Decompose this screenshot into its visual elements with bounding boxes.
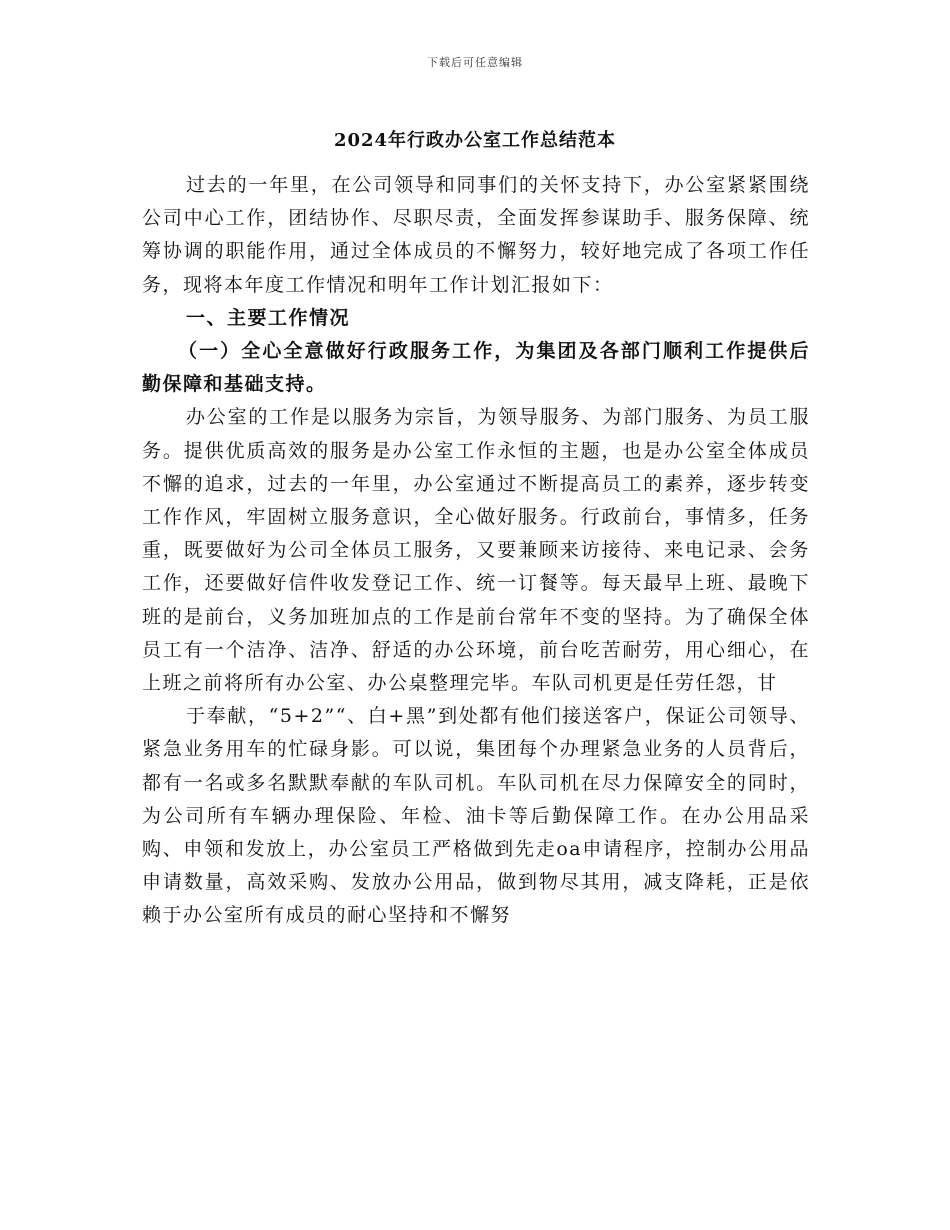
intro-paragraph: 过去的一年里，在公司领导和同事们的关怀支持下，办公室紧紧围绕公司中心工作，团结协作、尽职尽责，全面发挥参谋助手、服务保障、统筹协调的职能作用，通过全体成员的不懈努力，较好地完成了各项工作任务，现将本年度工作情况和明年工作计划汇报如下： — [142, 174, 810, 296]
body-paragraph: 办公室的工作是以服务为宗旨，为领导服务、为部门服务、为员工服务。提供优质高效的服务是办公室工作永恒的主题，也是办公室全体成员不懈的追求，过去的一年里，办公室通过不断提高员工的素养，逐步转变工作作风，牢固树立服务意识，全心做好服务。行政前台，事情多，任务重，既要做好为公司全体员工服务，又要兼顾来访接待、来电记录、会务工作，还要做好信件收发登记工作、统一订餐等。每天最早上班、最晚下班的是前台，义务加班加点的工作是前台常年不变的坚持。为了确保全体员工有一个洁净、洁净、舒适的办公环境，前台吃苦耐劳，用心细心，在上班之前将所有办公室、办公桌整理完毕。车队司机更是任劳任怨，甘 — [142, 406, 810, 695]
body-paragraph: 于奉献，“5+2”“、白+黑”到处都有他们接送客户，保证公司领导、紧急业务用车的忙碌身影。可以说，集团每个办理紧急业务的人员背后，都有一名或多名默默奉献的车队司机。车队司机在尽力保障安全的同时，为公司所有车辆办理保险、年检、油卡等后勤保障工作。在办公用品采购、申领和发放上，办公室员工严格做到先走oa申请程序，控制办公用品申请数量，高效采购、发放办公用品，做到物尽其用，减支降耗，正是依赖于办公室所有成员的耐心坚持和不懈努 — [142, 705, 810, 927]
subsection-heading: （一）全心全意做好行政服务工作，为集团及各部门顺利工作提供后勤保障和基础支持。 — [142, 340, 810, 396]
document-body — [142, 169, 810, 933]
header-note: 下载后可任意编辑 — [427, 56, 523, 69]
section-heading: 一、主要工作情况 — [186, 306, 351, 329]
document-title: 2024年行政办公室工作总结范本 — [333, 130, 617, 151]
